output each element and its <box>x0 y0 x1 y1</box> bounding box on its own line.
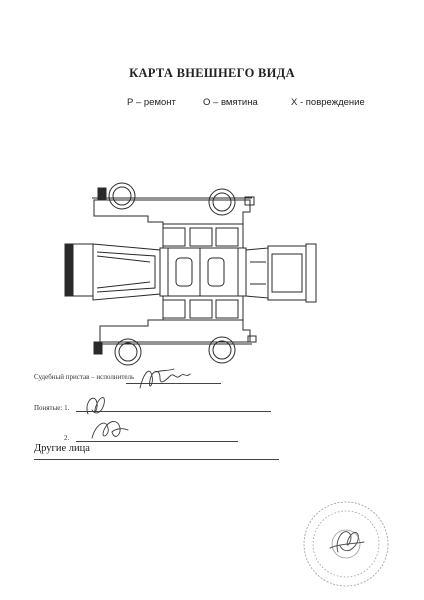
legend-damage: Х - повреждение <box>291 97 365 108</box>
bailiff-label: Судебный пристав – исполнитель <box>34 373 135 381</box>
page-title: КАРТА ВНЕШНЕГО ВИДА <box>129 66 295 80</box>
witnesses-label: Понятые: 1. <box>34 404 70 412</box>
legend-dent: О – вмятина <box>203 97 258 108</box>
legend-repair: Р – ремонт <box>127 97 176 108</box>
witness-2-label: 2. <box>64 434 70 442</box>
other-persons-label: Другие лица <box>34 443 90 454</box>
